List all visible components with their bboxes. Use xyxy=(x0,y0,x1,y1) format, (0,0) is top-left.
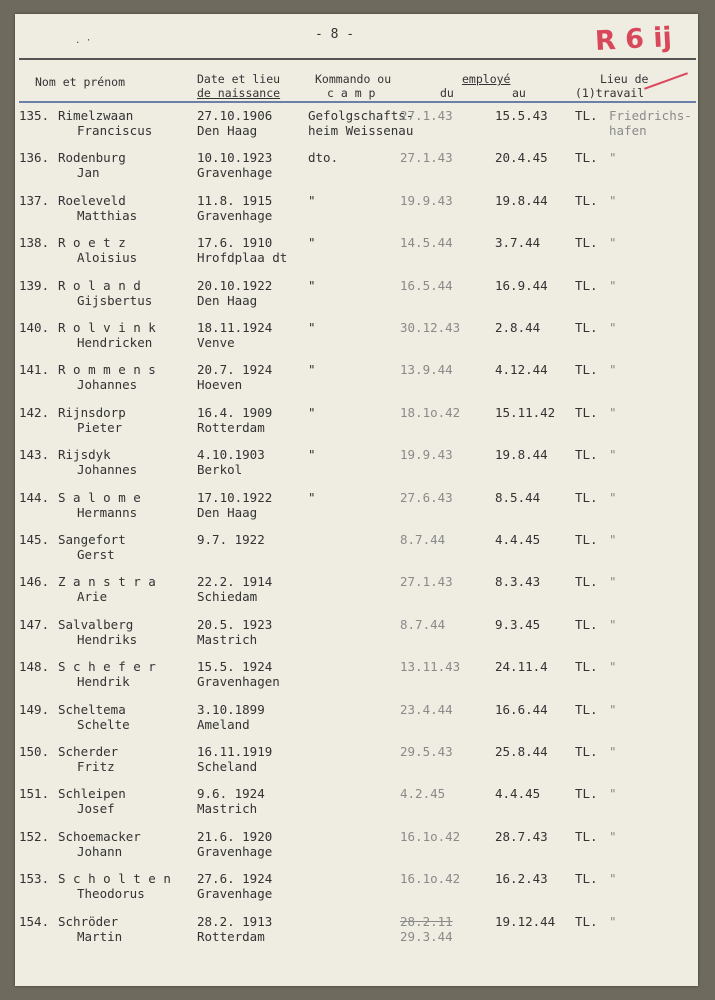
employed-until: 8.3.43 xyxy=(495,574,541,590)
tl-code: TL. xyxy=(575,235,598,251)
given-name: Martin xyxy=(77,928,123,944)
tl-code: TL. xyxy=(575,871,598,887)
table-row xyxy=(15,235,698,277)
work-place: " xyxy=(609,404,617,420)
employed-from: 16.1o.42 xyxy=(400,871,461,887)
employed-until: 15.11.42 xyxy=(495,404,556,420)
tl-code: TL. xyxy=(575,489,598,505)
header-bottom-rule xyxy=(19,101,696,103)
employed-from: 27.1.43 xyxy=(400,150,453,166)
kommando-line-1: dto. xyxy=(308,150,339,166)
table-row xyxy=(15,405,698,447)
red-handwritten-mark: R 6 ij xyxy=(594,22,673,57)
work-place: " xyxy=(609,362,617,378)
employed-from: 8.7.44 xyxy=(400,616,446,632)
given-name: Gijsbertus xyxy=(77,292,153,308)
birth-place: Hoeven xyxy=(197,377,243,393)
entry-number: 146. xyxy=(19,574,50,590)
given-name: Hermanns xyxy=(77,504,138,520)
table-row xyxy=(15,702,698,744)
work-place: " xyxy=(609,744,617,759)
entry-number: 139. xyxy=(19,277,50,293)
tl-code: TL. xyxy=(575,108,598,123)
given-name: Aloisius xyxy=(77,250,138,266)
surname: Schoemacker xyxy=(58,828,141,844)
birth-date: 9.6. 1924 xyxy=(197,786,265,802)
kommando-line-1: " xyxy=(308,404,316,420)
tl-code: TL. xyxy=(575,532,598,547)
employed-until: 4.12.44 xyxy=(495,362,548,378)
surname: Roeleveld xyxy=(58,192,126,208)
surname: Z a n s t r a xyxy=(58,574,156,590)
entry-number: 138. xyxy=(19,235,50,251)
page-number: - 8 - xyxy=(315,27,355,42)
header-du: du xyxy=(440,86,454,100)
employed-from: 19.9.43 xyxy=(400,192,453,208)
birth-place: Gravenhage xyxy=(197,843,273,859)
birth-date: 28.2. 1913 xyxy=(197,913,273,929)
birth-place: Venve xyxy=(197,335,235,350)
top-marks: . · xyxy=(75,36,92,46)
birth-place: Den Haag xyxy=(197,504,258,520)
birth-place: Gravenhage xyxy=(197,207,273,223)
entry-number: 150. xyxy=(19,744,50,759)
given-name: Johannes xyxy=(77,462,138,478)
birth-date: 9.7. 1922 xyxy=(197,532,265,547)
table-row xyxy=(15,659,698,701)
given-name: Arie xyxy=(77,589,108,605)
work-place: " xyxy=(609,913,617,929)
surname: Schröder xyxy=(58,913,119,929)
kommando-line-1: " xyxy=(308,320,316,335)
document-page xyxy=(15,14,698,986)
employed-from: 18.1o.42 xyxy=(400,404,461,420)
header-au: au xyxy=(512,86,526,100)
birth-place: Mastrich xyxy=(197,801,258,817)
employed-from: 13.11.43 xyxy=(400,659,461,675)
employed-until: 4.4.45 xyxy=(495,786,541,802)
given-name: Jan xyxy=(77,165,100,181)
table-row xyxy=(15,447,698,489)
header-date-2: de naissance xyxy=(197,86,281,100)
employed-until: 16.2.43 xyxy=(495,871,548,887)
tl-code: TL. xyxy=(575,277,598,293)
tl-code: TL. xyxy=(575,744,598,759)
surname: R o m m e n s xyxy=(58,362,156,378)
table-row xyxy=(15,278,698,320)
employed-from: 8.7.44 xyxy=(400,532,446,547)
table-row xyxy=(15,193,698,235)
tl-code: TL. xyxy=(575,616,598,632)
kommando-line-1: " xyxy=(308,489,316,505)
entry-number: 154. xyxy=(19,913,50,929)
header-date-1: Date et lieu xyxy=(197,72,281,86)
table-row xyxy=(15,786,698,828)
kommando-line-1: " xyxy=(308,235,316,251)
table-row xyxy=(15,150,698,192)
header-top-rule xyxy=(19,58,696,60)
birth-date: 17.6. 1910 xyxy=(197,235,273,251)
surname: S c h e f e r xyxy=(58,659,156,675)
entry-number: 144. xyxy=(19,489,50,505)
given-name: Schelte xyxy=(77,716,130,732)
birth-date: 11.8. 1915 xyxy=(197,192,273,208)
employed-from: 28.2.11 xyxy=(400,913,453,929)
employed-from: 23.4.44 xyxy=(400,701,453,717)
employed-until: 8.5.44 xyxy=(495,489,541,505)
birth-place: Berkol xyxy=(197,462,243,478)
birth-place: Den Haag xyxy=(197,292,258,308)
employed-from-corrected: 29.3.44 xyxy=(400,928,453,944)
employed-from: 13.9.44 xyxy=(400,362,453,378)
given-name: Gerst xyxy=(77,547,115,562)
table-row xyxy=(15,914,698,956)
work-place: " xyxy=(609,320,617,335)
birth-place: Scheland xyxy=(197,759,258,774)
surname: Salvalberg xyxy=(58,616,134,632)
surname: Schleipen xyxy=(58,786,126,802)
entry-number: 141. xyxy=(19,362,50,378)
birth-place: Gravenhage xyxy=(197,165,273,181)
entry-number: 149. xyxy=(19,701,50,717)
employed-until: 16.9.44 xyxy=(495,277,548,293)
work-place: Friedrichs- xyxy=(609,108,692,123)
given-name: Matthias xyxy=(77,207,138,223)
birth-date: 21.6. 1920 xyxy=(197,828,273,844)
surname: Scherder xyxy=(58,744,119,759)
employed-from: 27.1.43 xyxy=(400,574,453,590)
header-nom: Nom et prénom xyxy=(35,75,126,89)
employed-from: 14.5.44 xyxy=(400,235,453,251)
birth-date: 16.11.1919 xyxy=(197,744,273,759)
birth-place: Gravenhage xyxy=(197,886,273,902)
surname: Scheltema xyxy=(58,701,126,717)
table-row xyxy=(15,829,698,871)
work-place: " xyxy=(609,447,617,463)
table-row xyxy=(15,574,698,616)
table-row xyxy=(15,320,698,362)
birth-place: Gravenhagen xyxy=(197,674,280,690)
employed-from: 16.5.44 xyxy=(400,277,453,293)
entry-number: 151. xyxy=(19,786,50,802)
kommando-line-2: heim Weissenau xyxy=(308,123,414,138)
tl-code: TL. xyxy=(575,447,598,463)
birth-place: Rotterdam xyxy=(197,419,265,435)
tl-code: TL. xyxy=(575,404,598,420)
entry-number: 140. xyxy=(19,320,50,335)
surname: Rijnsdorp xyxy=(58,404,126,420)
tl-code: TL. xyxy=(575,701,598,717)
employed-from: 29.5.43 xyxy=(400,744,453,759)
given-name: Pieter xyxy=(77,419,123,435)
birth-date: 17.10.1922 xyxy=(197,489,273,505)
surname: Rimelzwaan xyxy=(58,108,134,123)
surname: S a l o m e xyxy=(58,489,141,505)
header-kommando-2: c a m p xyxy=(327,86,376,100)
birth-date: 20.10.1922 xyxy=(197,277,273,293)
work-place: " xyxy=(609,659,617,675)
given-name: Hendriks xyxy=(77,631,138,647)
birth-date: 20.5. 1923 xyxy=(197,616,273,632)
employed-until: 28.7.43 xyxy=(495,828,548,844)
employed-until: 20.4.45 xyxy=(495,150,548,166)
table-row xyxy=(15,490,698,532)
entry-number: 143. xyxy=(19,447,50,463)
tl-code: TL. xyxy=(575,913,598,929)
employed-until: 19.8.44 xyxy=(495,447,548,463)
employed-from: 16.1o.42 xyxy=(400,828,461,844)
employed-until: 4.4.45 xyxy=(495,532,541,547)
entry-number: 145. xyxy=(19,532,50,547)
birth-date: 16.4. 1909 xyxy=(197,404,273,420)
tl-code: TL. xyxy=(575,659,598,675)
entry-number: 153. xyxy=(19,871,50,887)
surname: Sangefort xyxy=(58,532,126,547)
kommando-line-1: " xyxy=(308,362,316,378)
table-row xyxy=(15,362,698,404)
work-place: " xyxy=(609,616,617,632)
birth-place: Den Haag xyxy=(197,123,258,138)
employed-until: 19.8.44 xyxy=(495,192,548,208)
surname: R o l v i n k xyxy=(58,320,156,335)
employed-until: 24.11.4 xyxy=(495,659,548,675)
kommando-line-1: " xyxy=(308,447,316,463)
table-row xyxy=(15,617,698,659)
entry-number: 147. xyxy=(19,616,50,632)
header-lieu-2: (1)travail xyxy=(575,86,645,100)
entry-number: 136. xyxy=(19,150,50,166)
table-row xyxy=(15,744,698,786)
work-place: " xyxy=(609,701,617,717)
birth-date: 22.2. 1914 xyxy=(197,574,273,590)
employed-from: 30.12.43 xyxy=(400,320,461,335)
birth-place: Rotterdam xyxy=(197,928,265,944)
red-pen-stroke xyxy=(644,72,688,90)
table-row xyxy=(15,532,698,574)
work-place: " xyxy=(609,574,617,590)
employed-until: 2.8.44 xyxy=(495,320,541,335)
employed-until: 3.7.44 xyxy=(495,235,541,251)
surname: Rijsdyk xyxy=(58,447,111,463)
employed-until: 19.12.44 xyxy=(495,913,556,929)
work-place: " xyxy=(609,235,617,251)
birth-place: Schiedam xyxy=(197,589,258,605)
employed-until: 9.3.45 xyxy=(495,616,541,632)
birth-place: Ameland xyxy=(197,716,250,732)
kommando-line-1: " xyxy=(308,192,316,208)
header-kommando-1: Kommando ou xyxy=(315,72,392,86)
kommando-line-1: Gefolgschafts- xyxy=(308,108,414,123)
birth-date: 18.11.1924 xyxy=(197,320,273,335)
given-name: Johann xyxy=(77,843,123,859)
work-place-line-2: hafen xyxy=(609,123,647,138)
employed-until: 25.8.44 xyxy=(495,744,548,759)
given-name: Hendricken xyxy=(77,335,153,350)
tl-code: TL. xyxy=(575,150,598,166)
employed-from: 19.9.43 xyxy=(400,447,453,463)
header-lieu-1: Lieu de xyxy=(600,72,649,86)
employed-until: 15.5.43 xyxy=(495,108,548,123)
employed-from: 4.2.45 xyxy=(400,786,446,802)
given-name: Hendrik xyxy=(77,674,130,690)
table-row xyxy=(15,108,698,150)
given-name: Franciscus xyxy=(77,123,153,138)
tl-code: TL. xyxy=(575,192,598,208)
employed-from: 27.6.43 xyxy=(400,489,453,505)
surname: Rodenburg xyxy=(58,150,126,166)
surname: S c h o l t e n xyxy=(58,871,171,887)
work-place: " xyxy=(609,192,617,208)
work-place: " xyxy=(609,489,617,505)
given-name: Theodorus xyxy=(77,886,145,902)
surname: R o l a n d xyxy=(58,277,141,293)
birth-date: 10.10.1923 xyxy=(197,150,273,166)
birth-date: 4.10.1903 xyxy=(197,447,265,463)
entry-number: 148. xyxy=(19,659,50,675)
tl-code: TL. xyxy=(575,362,598,378)
header-employe: employé xyxy=(462,72,511,86)
tl-code: TL. xyxy=(575,574,598,590)
work-place: " xyxy=(609,277,617,293)
tl-code: TL. xyxy=(575,320,598,335)
employed-until: 16.6.44 xyxy=(495,701,548,717)
given-name: Josef xyxy=(77,801,115,817)
tl-code: TL. xyxy=(575,828,598,844)
entry-number: 135. xyxy=(19,108,50,123)
entry-number: 142. xyxy=(19,404,50,420)
kommando-line-1: " xyxy=(308,277,316,293)
given-name: Johannes xyxy=(77,377,138,393)
birth-date: 3.10.1899 xyxy=(197,701,265,717)
work-place: " xyxy=(609,828,617,844)
work-place: " xyxy=(609,871,617,887)
birth-date: 15.5. 1924 xyxy=(197,659,273,675)
tl-code: TL. xyxy=(575,786,598,802)
employed-from: 27.1.43 xyxy=(400,108,453,123)
birth-place: Hrofdplaa dt xyxy=(197,250,288,266)
birth-place: Mastrich xyxy=(197,631,258,647)
entry-number: 137. xyxy=(19,192,50,208)
table-row xyxy=(15,871,698,913)
birth-date: 20.7. 1924 xyxy=(197,362,273,378)
surname: R o e t z xyxy=(58,235,126,251)
work-place: " xyxy=(609,532,617,547)
given-name: Fritz xyxy=(77,759,115,774)
entry-number: 152. xyxy=(19,828,50,844)
work-place: " xyxy=(609,786,617,802)
birth-date: 27.10.1906 xyxy=(197,108,273,123)
birth-date: 27.6. 1924 xyxy=(197,871,273,887)
work-place: " xyxy=(609,150,617,166)
